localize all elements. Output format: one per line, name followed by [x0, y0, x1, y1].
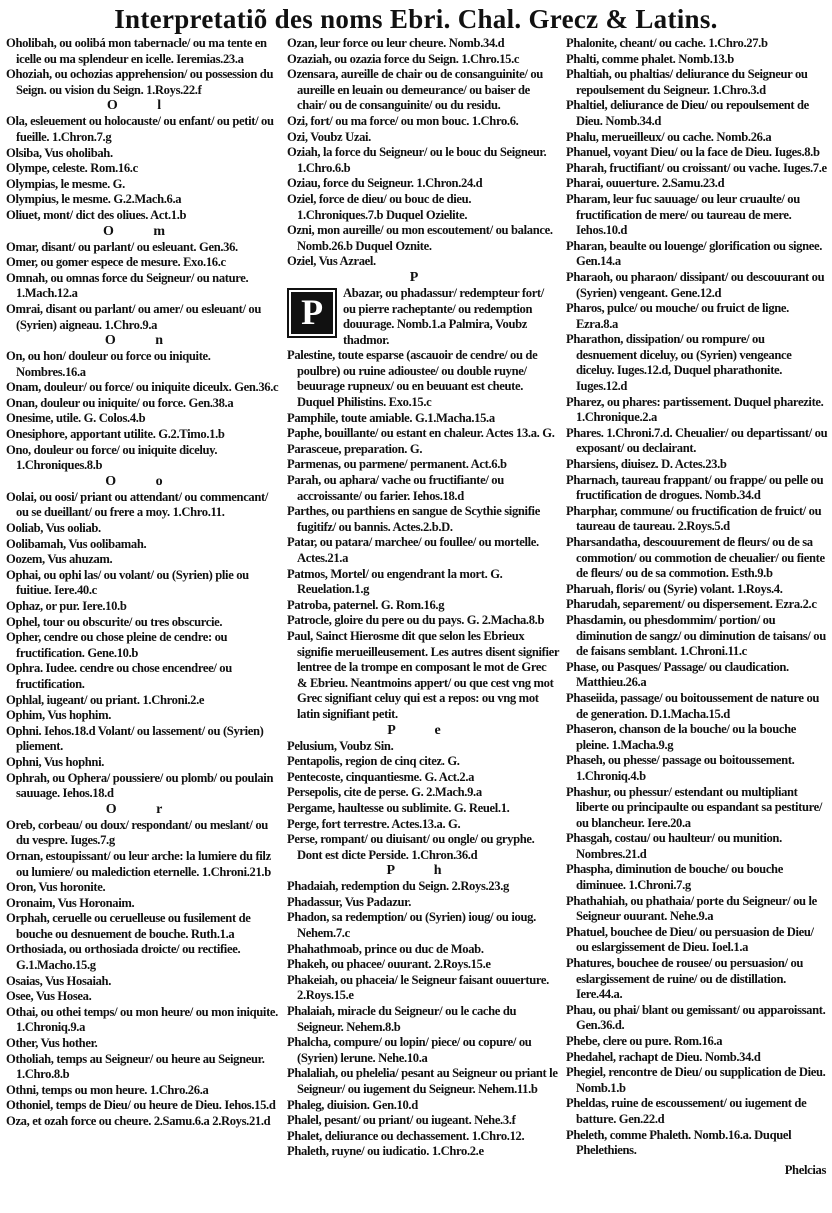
dictionary-entry: Paul, Sainct Hierosme dit que selon les Ebrieux signifie merueilleusement. Les autres disent signifier lentree de la trompe en composant le mot de Grec & Ebrieu. Neantmoins appert/ ou que cest vng mot Grec signifiant celuy qui est a repos: ou vng mot latin signifiant petit.: [287, 628, 559, 721]
dictionary-entry: Ophai, ou ophi las/ ou volant/ ou (Syrien) plie ou fuitiue. Iere.40.c: [6, 567, 249, 598]
dictionary-entry: Phedahel, rachapt de Dieu. Nomb.34.d: [566, 1049, 761, 1064]
dictionary-entry: Othoniel, temps de Dieu/ ou heure de Dieu. Iehos.15.d: [6, 1098, 276, 1113]
dictionary-entry: Pharah, fructifiant/ ou croissant/ ou vache. Iuges.7.e: [566, 160, 827, 175]
dictionary-entry: Phadassur, Vus Padazur.: [287, 894, 412, 909]
dictionary-entry: Pharan, beaulte ou louenge/ glorification ou signee. Gen.14.a: [566, 238, 823, 269]
dictionary-entry: Phalel, pesant/ ou priant/ ou iugeant. Nehe.3.f: [287, 1113, 516, 1128]
dictionary-entry: Oron, Vus horonite.: [6, 880, 106, 895]
dictionary-entry: Pharnach, taureau frappant/ ou frappe/ ou pelle ou fructification de drogues. Nomb.34.d: [566, 472, 824, 503]
dictionary-entry: Omnah, ou omnas force du Seigneur/ ou nature. 1.Mach.12.a: [6, 270, 249, 301]
dictionary-entry: Phaleth, ruyne/ ou iudicatio. 1.Chro.2.e: [287, 1144, 484, 1159]
dictionary-entry: Ophim, Vus hophim.: [6, 708, 112, 723]
dictionary-entry: Oolibamah, Vus oolibamah.: [6, 536, 147, 551]
dictionary-entry: Oza, et ozah force ou cheure. 2.Samu.6.a 2.Roys.21.d: [6, 1114, 271, 1128]
dictionary-entry: Oziau, force du Seigneur. 1.Chron.24.d: [287, 176, 483, 191]
dictionary-entry: Phebe, clere ou pure. Rom.16.a: [566, 1034, 723, 1048]
dictionary-entry: Orthosiada, ou orthosiada droicte/ ou rectifiee. G.1.Macho.15.g: [6, 942, 241, 973]
dictionary-entry: Patrocle, gloire du pere ou du pays. G. 2.Macha.8.b: [287, 613, 545, 628]
dictionary-entry: Phahathmoab, prince ou duc de Moab.: [287, 941, 484, 956]
dictionary-entry: Palestine, toute esparse (ascauoir de cendre/ ou de poulbre) ou ruine adioustee/ ou double ruyne/ beuurage rupneux/ ou en beuuant est cheute. Duquel Philistins. Exo.15.c: [287, 348, 538, 410]
dictionary-entry: Phathahiah, ou phathaia/ porte du Seigneur/ ou le Seigneur ouurant. Nehe.9.a: [566, 893, 817, 924]
dictionary-entry: Phasdamin, ou phesdommim/ portion/ ou diminution de sangz/ ou diminution de taisans/ ou de faisans semblant. 1.Chroni.11.c: [566, 612, 826, 659]
dictionary-entry: Omrai, disant ou parlant/ ou amer/ ou esleuant/ ou (Syrien) aigneau. 1.Chro.9.a: [6, 301, 262, 332]
dictionary-entry: Perse, rompant/ ou diuisant/ ou ongle/ ou gryphe. Dont est dicte Perside. 1.Chron.36.d: [287, 832, 535, 862]
dictionary-entry: Phaseiida, passage/ ou boitoussement de nature ou de generation. D.1.Macha.15.d: [566, 690, 820, 721]
dictionary-entry: Phares. 1.Chroni.7.d. Cheualier/ ou departissant/ ou exposant/ ou declairant.: [566, 425, 828, 456]
column-right: [566, 36, 828, 1178]
dictionary-entry: Oziah, la force du Seigneur/ ou le bouc du Seigneur. 1.Chro.6.b: [287, 145, 547, 175]
dictionary-entry: Pharsandatha, descouurement de fleurs/ ou de sa commotion/ ou commotion de cheualier/ ou fiente de fleurs/ ou de sa commotion. Esth.9.b: [566, 535, 825, 581]
dictionary-entry: Pharai, ouuerture. 2.Samu.23.d: [566, 176, 725, 191]
section-heading: O n: [104, 333, 182, 349]
dictionary-entry: Olympius, le mesme. G.2.Mach.6.a: [6, 192, 182, 207]
dictionary-entry: Othai, ou othei temps/ ou mon heure/ ou mon iniquite. 1.Chroniq.9.a: [6, 1004, 278, 1035]
dictionary-entry: Phatures, bouchee de rousee/ ou persuasion/ ou eslargissement de ruine/ ou de distillation. Iere.44.a.: [566, 956, 804, 1002]
dictionary-entry: Phasgah, costau/ ou haulteur/ ou munition. Nombres.21.d: [566, 831, 782, 861]
dictionary-entry: Ophrah, ou Ophera/ poussiere/ ou plomb/ ou poulain sauuage. Iehos.18.d: [6, 770, 274, 801]
dictionary-entry: Patroba, paternel. G. Rom.16.g: [287, 597, 445, 612]
dictionary-entry: Patar, ou patara/ marchee/ ou foullee/ ou mortelle. Actes.21.a: [287, 535, 539, 565]
dictionary-entry: Onesiphore, apportant utilite. G.2.Timo.1.b: [6, 427, 225, 442]
dictionary-entry: Ozan, leur force ou leur cheure. Nomb.34.d: [287, 36, 505, 50]
dictionary-entry: Pelusium, Voubz Sin.: [287, 738, 394, 753]
dictionary-entry: Phalaliah, ou phelelia/ pesant au Seigneur ou priant le Seigneur/ ou iugement du Seigneur. Nehem.11.b: [287, 1066, 558, 1096]
dictionary-entry: Pharuah, floris/ ou (Syrie) volant. 1.Roys.4.: [566, 581, 783, 596]
dictionary-entry: Ozi, Voubz Uzai.: [287, 129, 371, 144]
dictionary-entry: Onesime, utile. G. Colos.4.b: [6, 411, 146, 426]
dictionary-entry: Ophel, tour ou obscurite/ ou tres obscurcie.: [6, 614, 223, 629]
dictionary-entry: Phalet, deliurance ou dechassement. 1.Chro.12.: [287, 1128, 525, 1143]
dictionary-entry: Pharos, pulce/ ou mouche/ ou fruict de ligne. Ezra.8.a: [566, 301, 789, 331]
dictionary-entry: Ohoziah, ou ochozias apprehension/ ou possession du Seign. ou vision du Seign. 1.Roys.22.f: [6, 67, 274, 97]
dictionary-entry: Parasceue, preparation. G.: [287, 441, 423, 456]
dictionary-entry: Orphah, ceruelle ou ceruelleuse ou fusilement de bouche ou desnuement de bouche. Ruth.1.a: [6, 911, 251, 941]
dictionary-entry: Patmos, Mortel/ ou engendrant la mort. G. Reuelation.1.g: [287, 566, 503, 597]
dictionary-entry: Ophlal, iugeant/ ou priant. 1.Chroni.2.e: [6, 692, 205, 707]
dictionary-entry: Onan, douleur ou iniquite/ ou force. Gen.38.a: [6, 395, 234, 410]
dictionary-entry: Parah, ou aphara/ vache ou fructifiante/ ou accroissante/ ou farier. Iehos.18.d: [287, 473, 504, 503]
section-heading: P e: [387, 722, 459, 738]
dictionary-entry: Parthes, ou parthiens en sangue de Scythie signifie fugitifz/ ou bannis. Actes.2.b.D.: [287, 504, 540, 534]
section-heading: P h: [386, 863, 460, 879]
dictionary-entry: Ophaz, or pur. Iere.10.b: [6, 599, 127, 613]
dictionary-entry: Ozi, fort/ ou ma force/ ou mon bouc. 1.Chro.6.: [287, 113, 519, 128]
dictionary-entry: Pentecoste, cinquantiesme. G. Act.2.a: [287, 769, 475, 784]
dictionary-entry: Oreb, corbeau/ ou doux/ respondant/ ou meslant/ ou du vespre. Iuges.7.g: [6, 817, 268, 848]
dictionary-entry: Parmenas, ou parmene/ permanent. Act.6.b: [287, 457, 507, 472]
dictionary-entry: Phaseron, chanson de la bouche/ ou la bouche pleine. 1.Macha.9.g: [566, 722, 796, 752]
dictionary-entry: Oronaim, Vus Horonaim.: [6, 895, 135, 910]
dictionary-entry: Opher, cendre ou chose pleine de cendre: ou fructification. Gene.10.b: [6, 630, 228, 660]
dictionary-entry: On, ou hon/ douleur ou force ou iniquite. Nombres.16.a: [6, 349, 211, 379]
dictionary-entry: Other, Vus hother.: [6, 1036, 98, 1051]
dictionary-entry: Ophni. Iehos.18.d Volant/ ou lassement/ ou (Syrien) pliement.: [6, 723, 264, 754]
dictionary-entry: Phau, ou phai/ blant ou gemissant/ ou apparoissant. Gen.36.d.: [566, 1002, 826, 1033]
dictionary-entry: Phalonite, cheant/ ou cache. 1.Chro.27.b: [566, 36, 768, 50]
dictionary-entry: Phashur, ou phessur/ estendant ou multipliant liberte ou principaulte ou espandant sa pestiture/ ou blancheur. Iere.20.a: [566, 784, 823, 830]
section-heading: O o: [105, 473, 181, 489]
dictionary-entry: Perge, fort terrestre. Actes.13.a. G.: [287, 816, 461, 831]
dictionary-entry: Otholiah, temps au Seigneur/ ou heure au Seigneur. 1.Chro.8.b: [6, 1051, 265, 1082]
dictionary-entry: Pharam, leur fuc sauuage/ ou leur cruaulte/ ou fructification de mere/ ou taureau de mere. Iehos.10.d: [566, 191, 800, 238]
dictionary-entry: Phakeh, ou phacee/ ouurant. 2.Roys.15.e: [287, 957, 491, 972]
dictionary-entry: Phanuel, voyant Dieu/ ou la face de Dieu. Iuges.8.b: [566, 145, 820, 160]
dictionary-entry: Pergame, haultesse ou sublimite. G. Reuel.1.: [287, 800, 510, 815]
dictionary-entry: Phase, ou Pasques/ Passage/ ou claudication. Matthieu.26.a: [566, 659, 789, 690]
dictionary-entry: Osee, Vus Hosea.: [6, 989, 92, 1004]
dictionary-entry: Phalu, merueilleux/ ou cache. Nomb.26.a: [566, 129, 772, 144]
dictionary-entry: Ozaziah, ou ozazia force du Seign. 1.Chro.15.c: [287, 51, 520, 66]
dictionary-entry: Phegiel, rencontre de Dieu/ ou supplication de Dieu. Nomb.1.b: [566, 1065, 826, 1095]
dictionary-entry: Omar, disant/ ou parlant/ ou esleuant. Gen.36.: [6, 239, 238, 254]
dropcap-entry: [287, 286, 559, 348]
dictionary-entry: Phaseh, ou phesse/ passage ou boitoussement. 1.Chroniq.4.b: [566, 753, 795, 783]
dictionary-entry: Paphe, bouillante/ ou estant en chaleur. Actes 13.a. G.: [287, 426, 555, 441]
dictionary-entry: Ornan, estoupissant/ ou leur arche: la lumiere du filz ou lumiere/ ou malediction eternelle. 1.Chroni.21.b: [6, 848, 271, 879]
dictionary-entry: Onam, douleur/ ou force/ ou iniquite diceulx. Gen.36.c: [6, 380, 279, 395]
dictionary-entry: Pharudah, separement/ ou dispersement. Ezra.2.c: [566, 597, 817, 612]
dictionary-entry: Olympias, le mesme. G.: [6, 176, 125, 191]
dictionary-entry: Oziel, force de dieu/ ou bouc de dieu. 1.Chroniques.7.b Duquel Ozielite.: [287, 191, 472, 222]
dictionary-entry: Phadaiah, redemption du Seign. 2.Roys.23.g: [287, 879, 509, 894]
decorated-initial: P: [287, 288, 337, 338]
dictionary-entry: Pheldas, ruine de escoussement/ ou iugement de batture. Gen.22.d: [566, 1096, 807, 1126]
dictionary-entry: Pheleth, comme Phaleth. Nomb.16.a. Duquel Phelethiens.: [566, 1127, 792, 1158]
dictionary-entry: Ophni, Vus hophni.: [6, 754, 105, 769]
page-title: Interpretatiõ des noms Ebri. Chal. Grecz & Latins.: [114, 4, 718, 34]
dictionary-entry: Oziel, Vus Azrael.: [287, 254, 376, 269]
dictionary-entry: Phadon, sa redemption/ ou (Syrien) ioug/ ou ioug. Nehem.7.c: [287, 910, 536, 941]
dictionary-entry: Pentapolis, region de cinq citez. G.: [287, 754, 460, 769]
column-middle: [287, 36, 559, 1160]
dictionary-entry: Ooliab, Vus ooliab.: [6, 521, 101, 536]
dictionary-entry: Phalaiah, miracle du Seigneur/ ou le cache du Seigneur. Nehem.8.b: [287, 1004, 517, 1034]
dictionary-entry: Pharsiens, diuisez. D. Actes.23.b: [566, 457, 727, 472]
dictionary-entry: Othni, temps ou mon heure. 1.Chro.26.a: [6, 1082, 209, 1097]
dictionary-entry: Phaleg, diuision. Gen.10.d: [287, 1097, 418, 1112]
dictionary-entry: Olsiba, Vus oholibah.: [6, 145, 113, 160]
dictionary-entry: Phalti, comme phalet. Nomb.13.b: [566, 51, 734, 66]
dictionary-entry: Phalcha, compure/ ou lopin/ piece/ ou copure/ ou (Syrien) lerune. Nehe.10.a: [287, 1035, 532, 1065]
section-heading: O m: [102, 223, 184, 239]
dictionary-entry: Phakeiah, ou phaceia/ le Seigneur faisant ouuerture. 2.Roys.15.e: [287, 972, 549, 1003]
section-heading: P: [409, 269, 437, 285]
dictionary-entry: Pharathon, dissipation/ ou rompure/ ou desnuement diceluy, ou (Syrien) vengeance diceluy. Iuges.12.d, Duquel pharathonite. Iuges.12.d: [566, 332, 792, 394]
dictionary-entry: Osaias, Vus Hosaiah.: [6, 973, 111, 988]
dictionary-entry: Pharphar, commune/ ou fructification de fruict/ ou taureau de taureau. 2.Roys.5.d: [566, 503, 822, 534]
dictionary-entry: Ophra. Iudee. cendre ou chose encendree/ ou fructification.: [6, 661, 232, 691]
dictionary-entry: Ola, esleuement ou holocauste/ ou enfant/ ou petit/ ou fueille. 1.Chron.7.g: [6, 114, 274, 144]
dictionary-entry: Pharez, ou phares: partissement. Duquel pharezite. 1.Chronique.2.a: [566, 394, 824, 425]
dictionary-entry: Persepolis, cite de perse. G. 2.Mach.9.a: [287, 785, 482, 800]
dictionary-entry: Phaltiah, ou phaltias/ deliurance du Seigneur ou repoulsement du Seigneur. 1.Chro.3.d: [566, 67, 808, 97]
section-heading: O l: [106, 98, 180, 114]
dictionary-entry: Oolai, ou oosi/ priant ou attendant/ ou commencant/ ou se dueillant/ ou frere a moy. 1.Chro.11.: [6, 489, 269, 520]
catchword: Phelcias: [784, 1162, 826, 1177]
dictionary-entry: Oliuet, mont/ dict des oliues. Act.1.b: [6, 207, 187, 222]
section-heading: O r: [105, 801, 181, 817]
dictionary-entry: Olympe, celeste. Rom.16.c: [6, 161, 138, 176]
dictionary-entry: Oholibah, ou oolibá mon tabernacle/ ou ma tente en icelle ou ma splendeur en icelle. Ieremias.23.a: [6, 36, 267, 66]
dictionary-entry: Phaspha, diminution de bouche/ ou bouche diminuee. 1.Chroni.7.g: [566, 862, 783, 893]
column-left: [6, 36, 280, 1130]
dictionary-entry: Ozensara, aureille de chair ou de consanguinite/ ou aureille en leuain ou demeurance/ ou baiser de chair/ ou de consanguinite/ ou du residu.: [287, 67, 543, 113]
dictionary-entry: Omer, ou gomer espece de mesure. Exo.16.c: [6, 255, 226, 270]
dictionary-entry: Pharaoh, ou pharaon/ dissipant/ ou descouurant ou (Syrien) vengeant. Gene.12.d: [566, 269, 825, 300]
entry-text: Abazar, ou phadassur/ redempteur fort/ ou pierre racheptante/ ou redemption douurage. Nomb.1.a Palmira, Voubz thadmor.: [343, 285, 544, 347]
dictionary-entry: Pamphile, toute amiable. G.1.Macha.15.a: [287, 410, 495, 425]
dictionary-entry: Oozem, Vus ahuzam.: [6, 552, 113, 567]
dictionary-entry: Phatuel, bouchee de Dieu/ ou persuasion de Dieu/ ou eslargissement de Dieu. Ioel.1.a: [566, 924, 814, 955]
dictionary-entry: Ozni, mon aureille/ ou mon escoutement/ ou balance. Nomb.26.b Duquel Oznite.: [287, 223, 553, 253]
dictionary-entry: Ono, douleur ou force/ ou iniquite diceluy. 1.Chroniques.8.b: [6, 442, 218, 473]
dictionary-entry: Phaltiel, deliurance de Dieu/ ou repoulsement de Dieu. Nomb.34.d: [566, 98, 809, 128]
